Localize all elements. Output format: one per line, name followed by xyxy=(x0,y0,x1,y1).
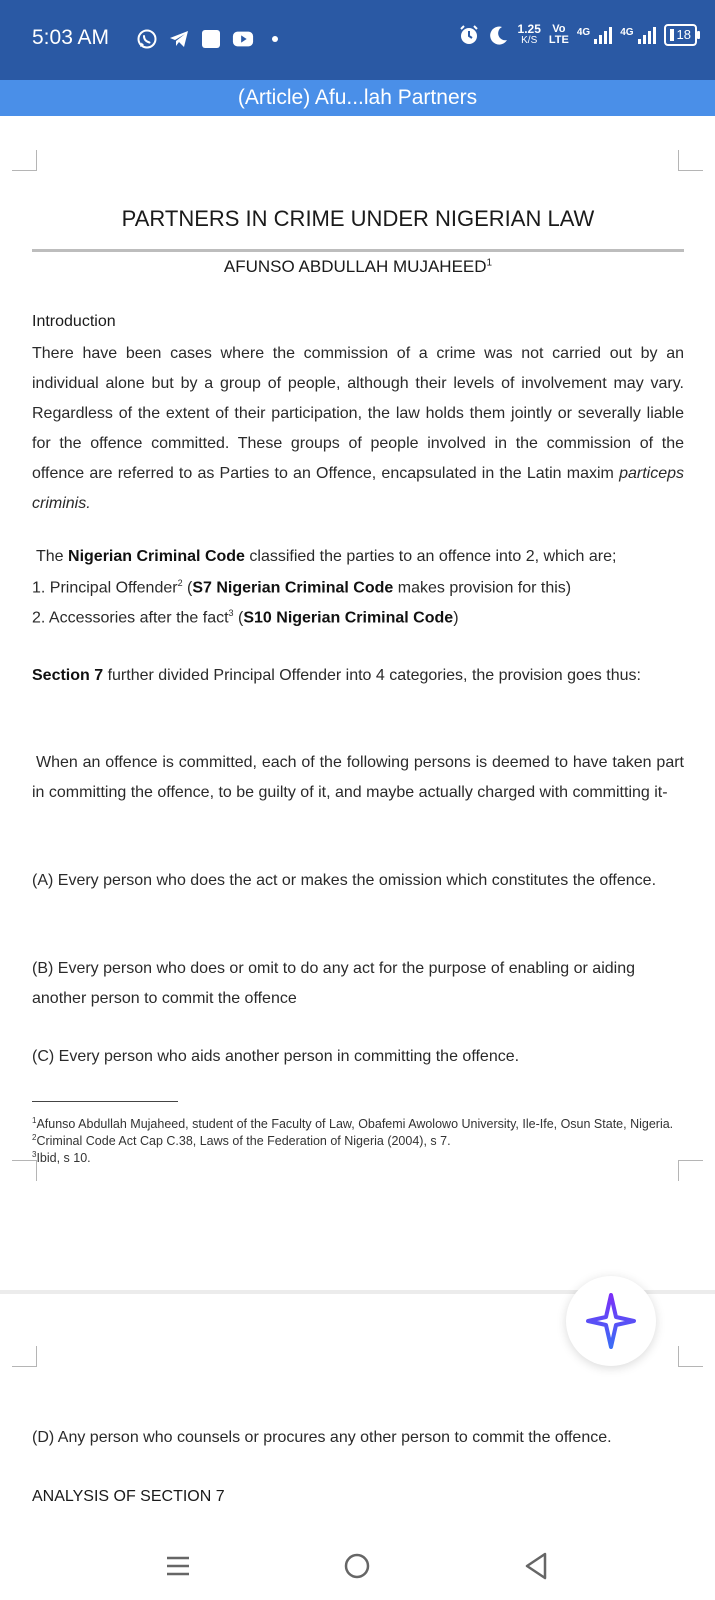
moon-icon xyxy=(488,24,510,46)
provision-item-b: (B) Every person who does or omit to do any act for the purpose of enabling or aiding another person to commit the offence xyxy=(32,960,636,1007)
whatsapp-icon xyxy=(136,28,158,50)
network-speed: 1.25 K/S xyxy=(517,22,541,46)
introduction-heading: Introduction xyxy=(32,313,116,330)
list-item-accessories: 2. Accessories after the fact$^3$ (S10 Nigerian Criminal Code) xyxy=(32,608,459,627)
article-title: PARTNERS IN CRIME UNDER NIGERIAN LAW xyxy=(121,206,595,231)
footnote-3: $^3$Ibid, s 10. xyxy=(32,1150,91,1166)
footnote-1: $^1$Afunso Abdullah Mujaheed, student of the Faculty of Law, Obafemi Awolowo University, Ile-Ife, Osun State, Nigeria. xyxy=(32,1116,674,1132)
sim2-signal-icon: 4G xyxy=(620,27,655,44)
analysis-heading: ANALYSIS OF SECTION 7 xyxy=(32,1488,225,1505)
title-divider xyxy=(32,249,684,252)
back-icon[interactable] xyxy=(516,1546,556,1586)
provision-item-a: (A) Every person who does the act or makes the omission which constitutes the offence. xyxy=(32,872,657,889)
ai-assistant-button[interactable] xyxy=(566,1276,656,1366)
home-icon[interactable] xyxy=(337,1546,377,1586)
introduction-paragraph: There have been cases where the commission of a crime was not carried out by an individual alone but by a group of people, although their levels of involvement may vary. Regardless of the extent of their participation, the law holds them jointly or severally liable for the offence committed. These groups of people involved in the commission of the offence are referred to as Parties to an Offence, encapsulated in the Latin maxim particeps criminis. xyxy=(32,345,684,512)
footnote-divider xyxy=(32,1101,178,1102)
parties-paragraph: The Nigerian Criminal Code classified the parties to an offence into 2, which are; xyxy=(36,548,617,565)
provision-item-d: (D) Any person who counsels or procures any other person to commit the offence. xyxy=(32,1429,612,1446)
status-time: 5:03 AM xyxy=(32,26,110,49)
footnotes xyxy=(32,1114,692,1165)
recents-icon[interactable] xyxy=(158,1546,198,1586)
page-corner-mark xyxy=(678,150,703,171)
volte-indicator: Vo LTE xyxy=(548,23,569,46)
page-corner-mark xyxy=(678,1346,703,1367)
page-corner-mark xyxy=(678,1160,703,1181)
document-title-bar[interactable]: (Article) Afu...lah Partners xyxy=(0,80,715,116)
page-corner-mark xyxy=(12,1346,37,1367)
sim1-signal-icon: 4G xyxy=(577,27,612,44)
quote-paragraph: When an offence is committed, each of the following persons is deemed to have taken part in committing the offence, to be guilty of it, and maybe actually charged with committing it- xyxy=(32,754,684,801)
alarm-icon xyxy=(458,24,480,46)
system-navigation-bar xyxy=(0,1532,715,1600)
provision-item-c: (C) Every person who aids another person in committing the offence. xyxy=(32,1048,520,1065)
list-item-principal-offender: 1. Principal Offender$^2$ (S7 Nigerian Criminal Code makes provision for this) xyxy=(32,578,572,597)
sparkle-icon xyxy=(586,1293,636,1349)
stop-icon xyxy=(200,28,222,50)
telegram-icon xyxy=(168,28,190,50)
footnote-2: $^2$Criminal Code Act Cap C.38, Laws of the Federation of Nigeria (2004), s 7. xyxy=(32,1133,451,1149)
page-corner-mark xyxy=(12,150,37,171)
section7-paragraph: Section 7 further divided Principal Offender into 4 categories, the provision goes thus: xyxy=(32,667,641,684)
youtube-icon xyxy=(232,28,254,50)
dot-icon xyxy=(264,28,286,50)
page-corner-mark xyxy=(12,1160,37,1181)
status-bar xyxy=(0,0,715,80)
battery-icon: 18 xyxy=(664,24,697,46)
article-author: AFUNSO ABDULLAH MUJAHEED$^1$ xyxy=(223,257,493,276)
